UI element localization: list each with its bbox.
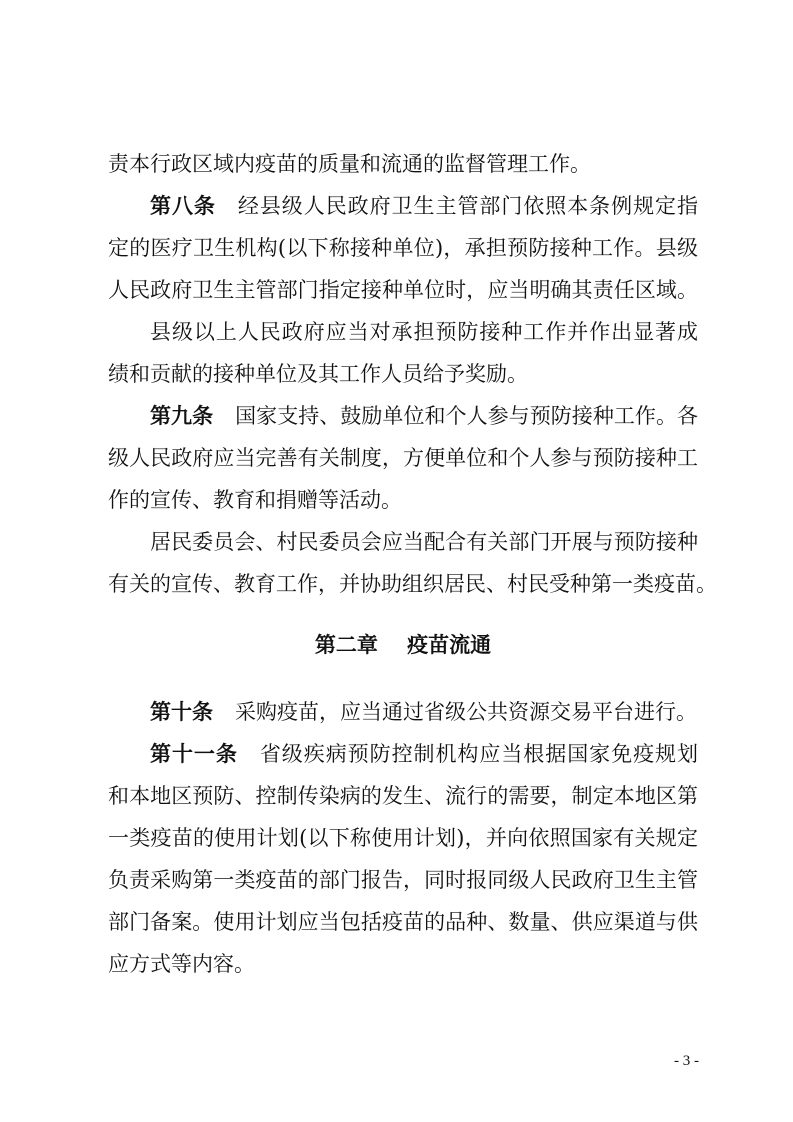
line-text: 省级疾病预防控制机构应当根据国家免疫规划 — [259, 742, 699, 766]
line-text: 人民政府卫生主管部门指定接种单位时，应当明确其责任区域。 — [108, 278, 698, 302]
line-text: 作的宣传、教育和捐赠等活动。 — [108, 488, 402, 512]
line-text: 部门备案。使用计划应当包括疫苗的品种、数量、供应渠道与供 — [108, 910, 698, 934]
article-10-heading-line — [150, 698, 698, 726]
paragraph-line — [108, 570, 717, 598]
line-text: 和本地区预防、控制传染病的发生、流行的需要，制定本地区第 — [108, 784, 698, 808]
line-text: 应方式等内容。 — [108, 952, 255, 976]
page-number: - 3 - — [674, 1053, 699, 1069]
article-label: 第九条 — [150, 404, 214, 428]
paragraph-line — [108, 866, 698, 894]
paragraph-line — [108, 276, 698, 304]
line-text: 有关的宣传、教育工作，并协助组织居民、村民受种第一类疫苗。 — [108, 572, 717, 596]
paragraph-line — [108, 234, 698, 262]
paragraph-line — [108, 950, 698, 978]
paragraph-line — [150, 318, 698, 346]
paragraph-line — [108, 824, 698, 852]
line-text: 采购疫苗，应当通过省级公共资源交易平台进行。 — [235, 700, 697, 724]
paragraph-line — [108, 782, 698, 810]
line-text: 经县级人民政府卫生主管部门依照本条例规定指 — [237, 194, 699, 218]
chapter-heading: 第二章 疫苗流通 — [314, 633, 492, 657]
article-8-heading-line — [150, 192, 698, 220]
line-text: 县级以上人民政府应当对承担预防接种工作并作出显著成 — [150, 320, 698, 344]
article-9-heading-line — [150, 402, 698, 430]
paragraph-line — [108, 486, 698, 514]
line-text: 负责采购第一类疫苗的部门报告，同时报同级人民政府卫生主管 — [108, 868, 698, 892]
line-text: 级人民政府应当完善有关制度，方便单位和个人参与预防接种工 — [108, 446, 698, 470]
article-label: 第十一条 — [150, 742, 238, 766]
paragraph-line — [150, 528, 698, 556]
article-label: 第十条 — [150, 700, 213, 724]
line-text: 国家支持、鼓励单位和个人参与预防接种工作。各 — [235, 404, 698, 428]
paragraph-line — [108, 150, 698, 178]
article-11-heading-line — [150, 740, 698, 768]
paragraph-line — [108, 908, 698, 936]
line-text: 一类疫苗的使用计划(以下称使用计划)，并向依照国家有关规定 — [108, 826, 698, 850]
line-text: 绩和贡献的接种单位及其工作人员给予奖励。 — [108, 362, 528, 386]
article-label: 第八条 — [150, 194, 216, 218]
paragraph-line — [108, 444, 698, 472]
line-text: 居民委员会、村民委员会应当配合有关部门开展与预防接种 — [150, 530, 698, 554]
paragraph-line — [108, 360, 698, 388]
line-text: 定的医疗卫生机构(以下称接种单位)，承担预防接种工作。县级 — [108, 236, 698, 260]
line-text: 责本行政区域内疫苗的质量和流通的监督管理工作。 — [108, 152, 591, 176]
